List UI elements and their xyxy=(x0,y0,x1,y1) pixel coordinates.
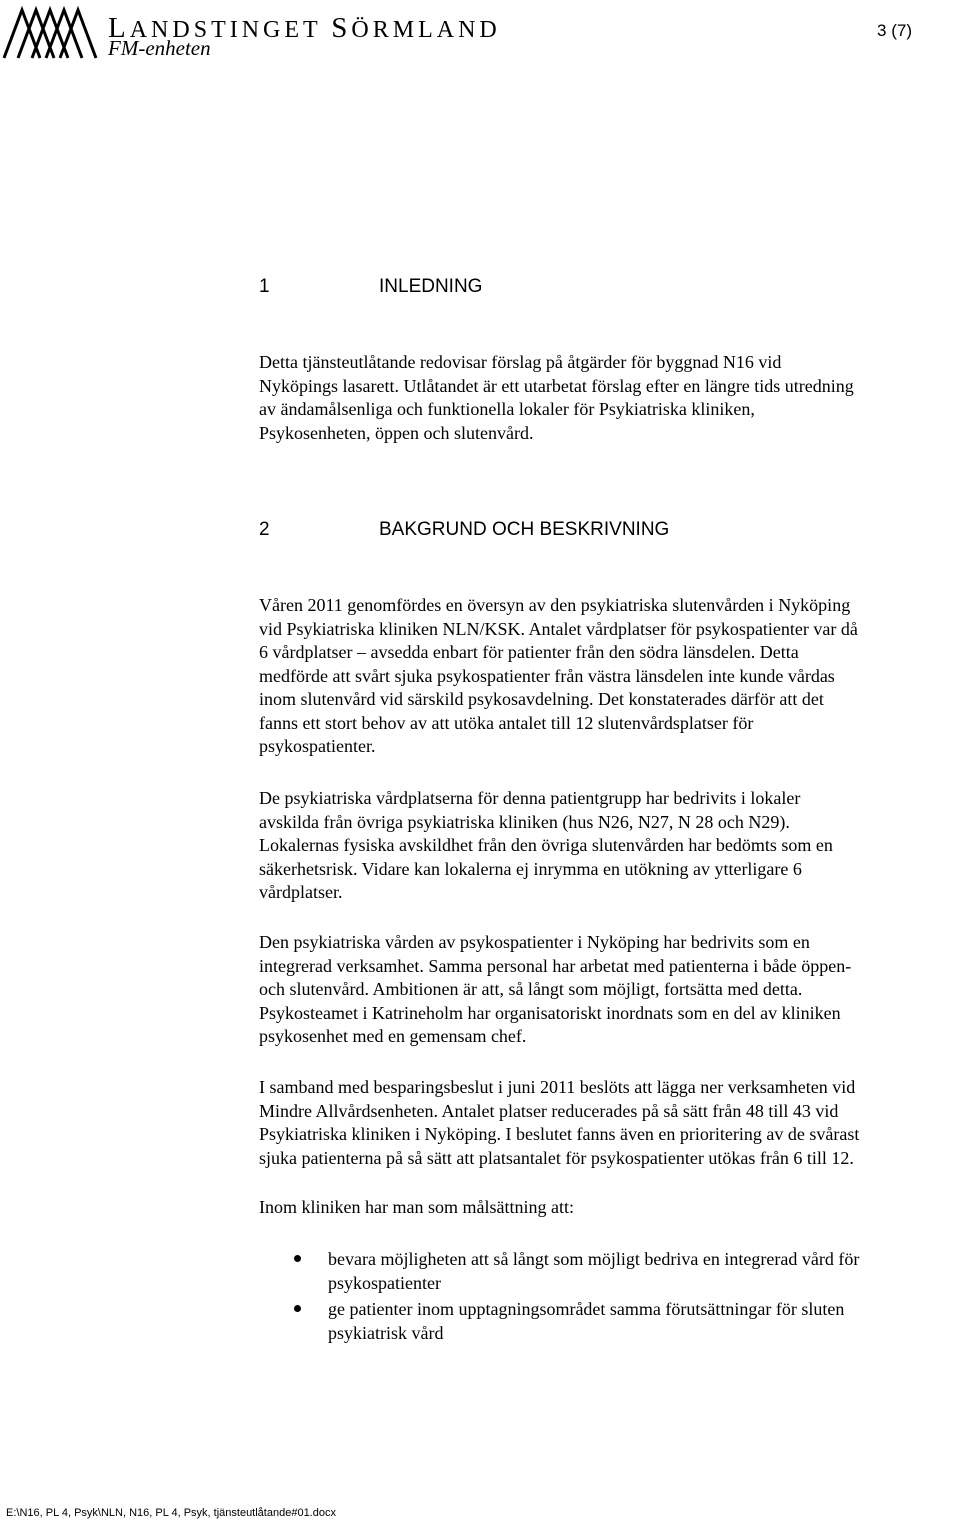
text-line: av ändamålsenliga och funktionella lokaler för Psykiatriska kliniken, xyxy=(259,399,755,419)
section-number: 1 xyxy=(259,276,270,297)
section-number: 2 xyxy=(259,519,270,540)
text-line: säkerhetsrisk. Vidare kan lokalerna ej inrymma en utökning av ytterligare 6 xyxy=(259,858,802,879)
text-line: Mindre Allvårdsenheten. Antalet platser reducerades på så sätt från 48 till 43 vid xyxy=(259,1100,839,1121)
goal-list xyxy=(259,1247,959,1347)
text-line: psykosenhet med en gemensam chef. xyxy=(259,1026,527,1046)
county-logo-icon xyxy=(0,2,104,68)
text-line: fanns ett stort behov av att utöka antalet till 12 slutenvårdsplatser för xyxy=(259,712,754,733)
bullet-icon xyxy=(294,1255,301,1262)
text-line: sjuka patienterna på så sätt att platsantalet för psykospatienter utökas från 6 till 12. xyxy=(259,1147,854,1168)
body-paragraph xyxy=(259,1076,959,1170)
text-line: Psykosteamet i Katrineholm har organisatoriskt inordnats som en del av kliniken xyxy=(259,1002,841,1023)
text-line: Inom kliniken har man som målsättning att: xyxy=(259,1197,574,1217)
section-title: BAKGRUND OCH BESKRIVNING xyxy=(379,519,670,540)
intro-paragraph xyxy=(259,351,959,445)
text-line: Nyköpings lasarett. Utlåtandet är ett utarbetat förslag efter en längre tids utredning xyxy=(259,375,854,396)
text-line: 6 vårdplatser – avsedda enbart för patienter från den södra länsdelen. Detta xyxy=(259,642,799,662)
list-item-text: bevara möjligheten att så långt som möjligt bedriva en integrerad vård för xyxy=(328,1249,860,1269)
text-line: vid Psykiatriska kliniken NLN/KSK. Antalet vårdplatser för psykospatienter var då xyxy=(259,618,858,639)
unit-name: FM-enheten xyxy=(108,36,211,60)
bullet-icon xyxy=(294,1305,301,1312)
body-paragraph xyxy=(259,787,959,905)
body-paragraph xyxy=(259,594,959,759)
list-item xyxy=(259,1297,959,1345)
text-line: Detta tjänsteutlåtande redovisar förslag på åtgärder för byggnad N16 vid xyxy=(259,352,782,372)
file-path-footer: E:\N16, PL 4, Psyk\NLN, N16, PL 4, Psyk, tjänsteutlåtande#01.docx xyxy=(6,1507,336,1519)
list-item-text: psykiatrisk vård xyxy=(328,1323,444,1343)
text-line: De psykiatriska vårdplatserna för denna patientgrupp har bedrivits i lokaler xyxy=(259,788,801,808)
body-paragraph xyxy=(259,931,959,1049)
text-line: integrerad verksamhet. Samma personal har arbetat med patienterna i både öppen- xyxy=(259,955,852,976)
page-header xyxy=(0,0,960,80)
section-title: INLEDNING xyxy=(379,276,483,297)
text-line: I samband med besparingsbeslut i juni 2011 beslöts att lägga ner verksamheten vid xyxy=(259,1077,856,1097)
section-heading-1 xyxy=(259,277,482,296)
text-line: avskilda från övriga psykiatriska kliniken (hus N26, N27, N 28 och N29). xyxy=(259,811,790,832)
text-line: Den psykiatriska vården av psykospatienter i Nyköping har bedrivits som en xyxy=(259,932,810,952)
text-line: Psykosenheten, öppen och slutenvård. xyxy=(259,422,534,443)
text-line: medförde att svårt sjuka psykospatienter från västra länsdelen inte kunde vårdas xyxy=(259,665,835,686)
text-line: Våren 2011 genomfördes en översyn av den psykiatriska slutenvården i Nyköping xyxy=(259,595,851,615)
list-item xyxy=(259,1247,959,1295)
text-line: Lokalernas fysiska avskildhet från den övriga slutenvården har bedömts som en xyxy=(259,835,833,855)
text-line: inom slutenvård vid särskild psykosavdelning. Det konstaterades därför att det xyxy=(259,689,824,709)
text-line: vårdplatser. xyxy=(259,882,343,902)
section-heading-2 xyxy=(259,520,669,539)
body-paragraph xyxy=(259,1196,959,1220)
page-number: 3 (7) xyxy=(877,21,912,40)
text-line: Psykiatriska kliniken i Nyköping. I beslutet fanns även en prioritering av de svårast xyxy=(259,1124,860,1144)
list-item-text: psykospatienter xyxy=(328,1273,441,1293)
text-line: psykospatienter. xyxy=(259,736,376,756)
organization-name: LANDSTINGET SÖRMLAND xyxy=(108,12,501,44)
list-item-text: ge patienter inom upptagningsområdet samma förutsättningar för sluten xyxy=(328,1299,845,1319)
text-line: och slutenvård. Ambitionen är att, så långt som möjligt, fortsätta med detta. xyxy=(259,979,803,999)
